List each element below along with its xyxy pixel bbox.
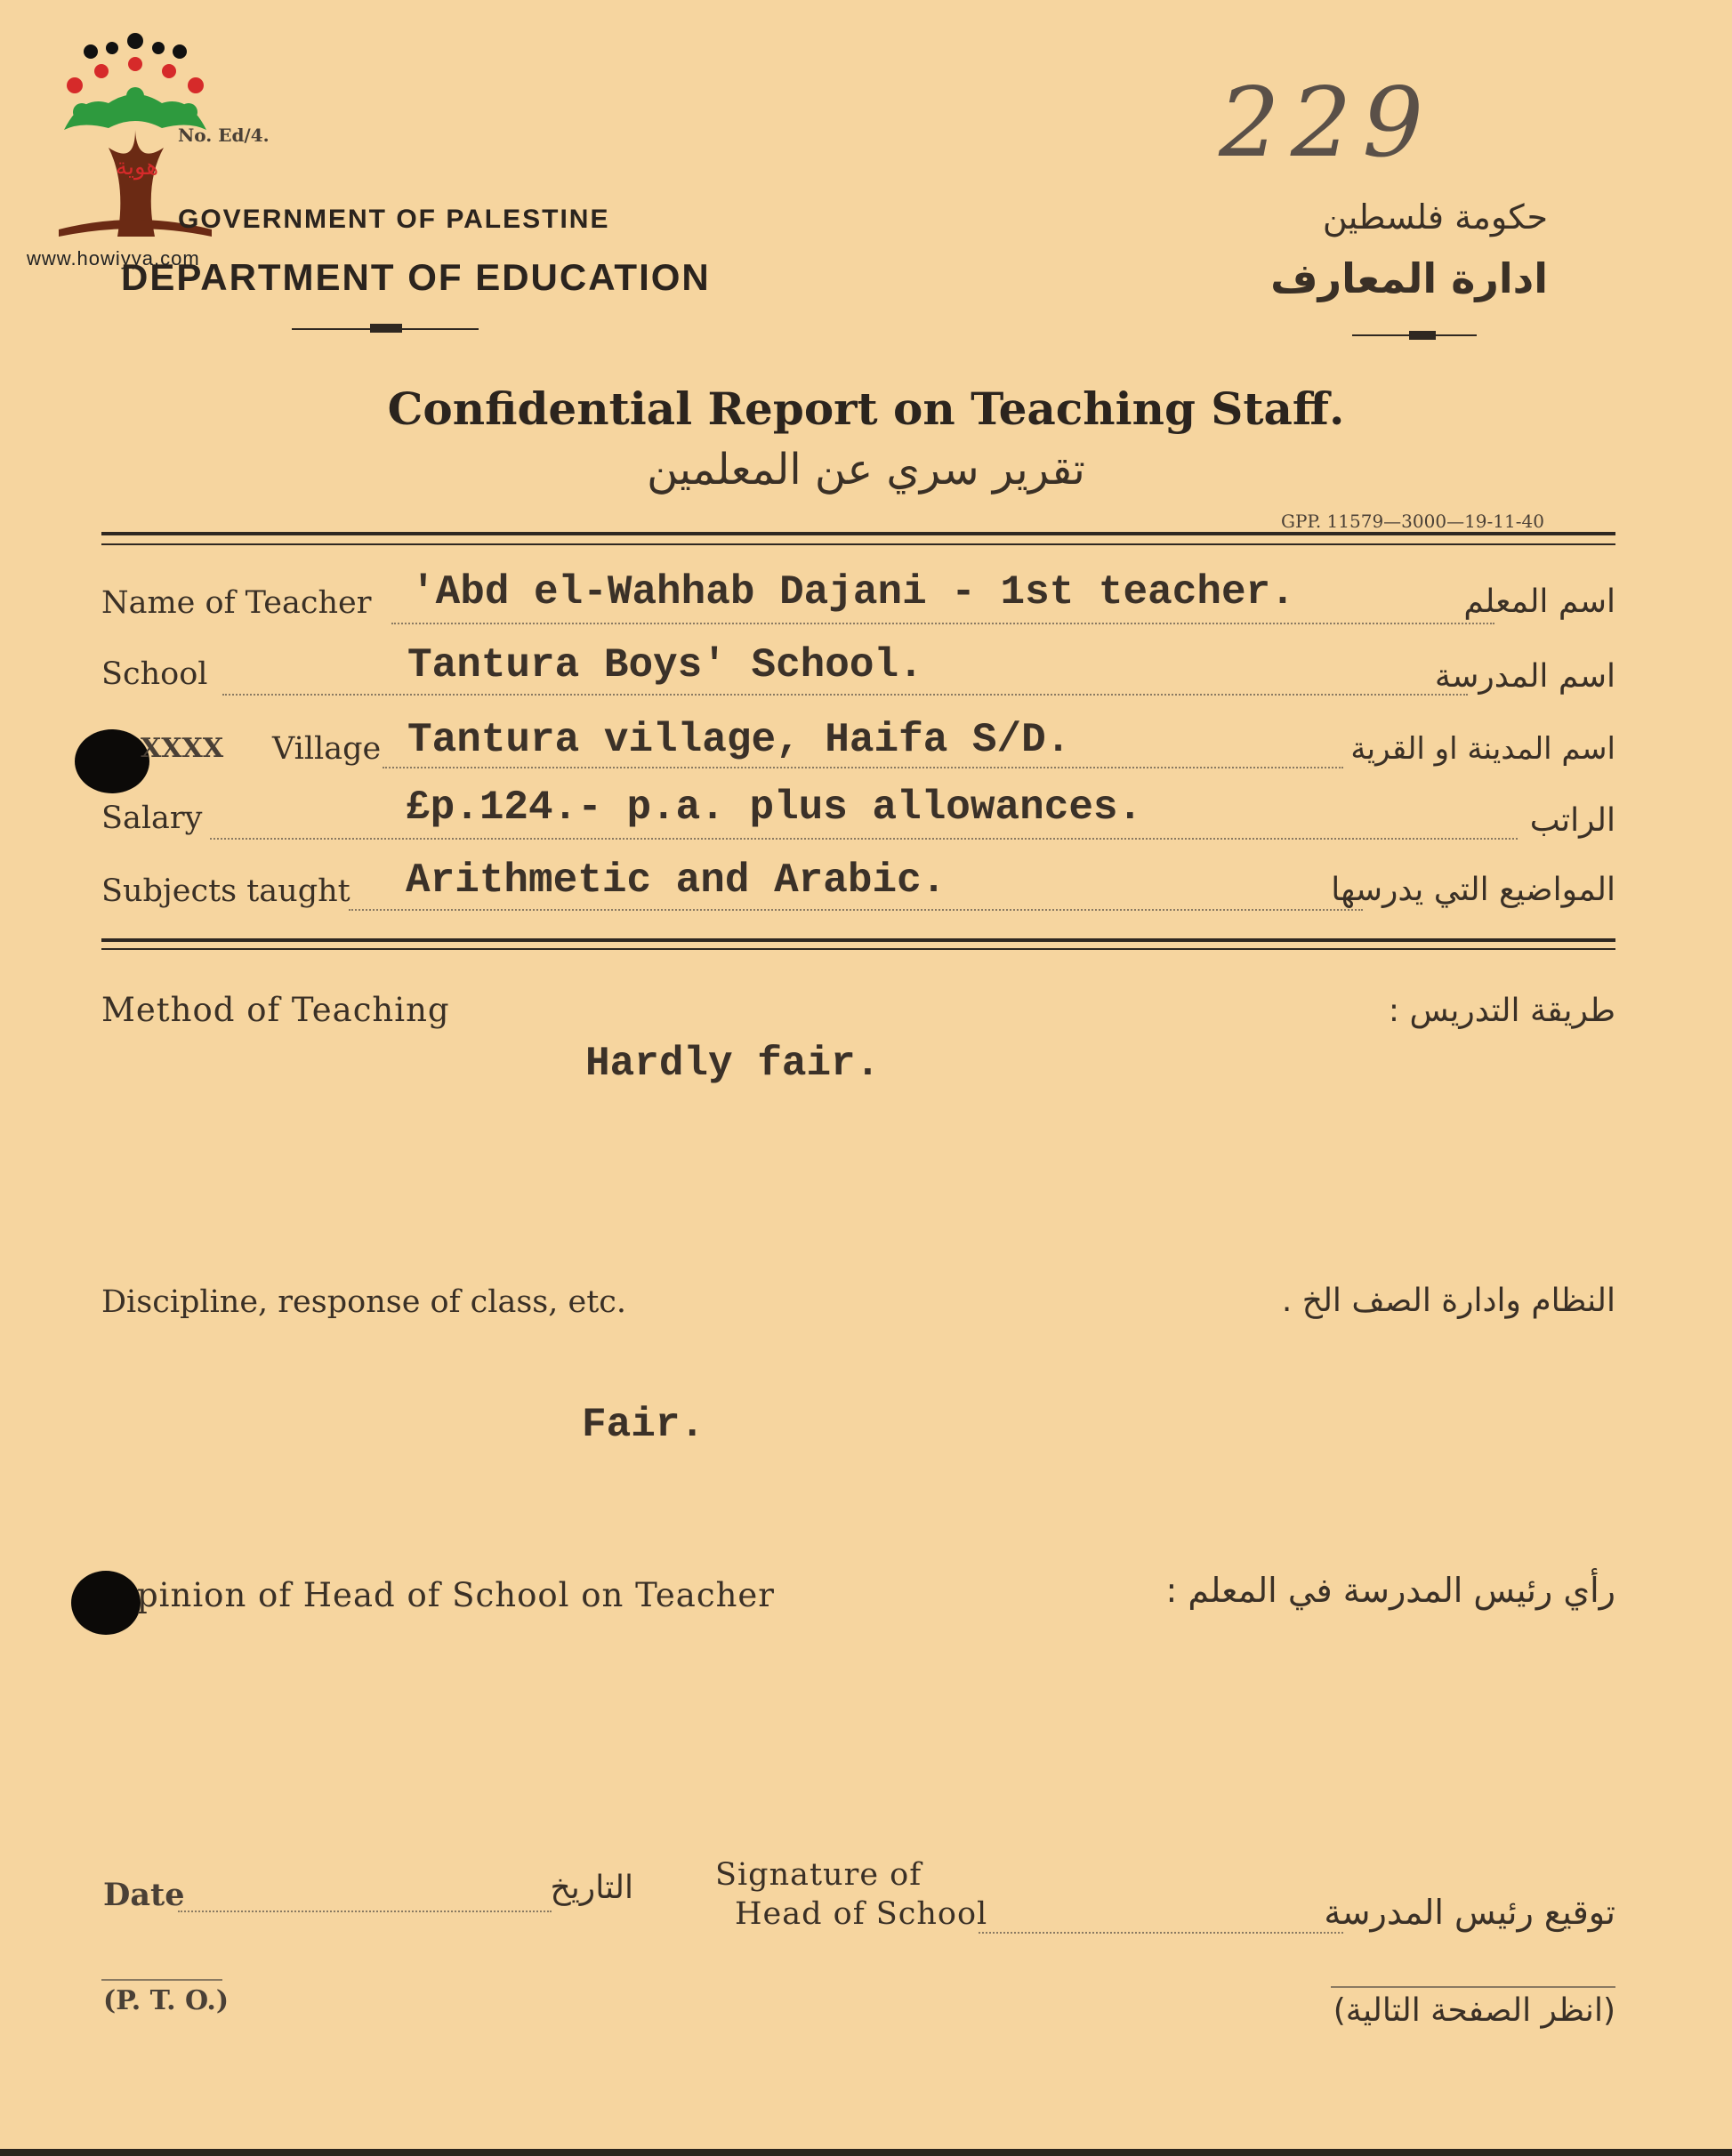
opinion-label-arabic: رأي رئيس المدرسة في المعلم : xyxy=(1165,1571,1615,1610)
ink-blot-opinion xyxy=(71,1571,141,1635)
signature-label-line1: Signature of xyxy=(715,1857,922,1893)
method-label-arabic: طريقة التدريس : xyxy=(1388,993,1615,1029)
title-rule-bottom xyxy=(101,543,1615,545)
village-struck-prefix: XXXX xyxy=(141,733,224,764)
school-dotted-line xyxy=(222,694,1468,696)
signature-label-arabic: توقيع رئيس المدرسة xyxy=(1324,1893,1615,1932)
date-label-arabic: التاريخ xyxy=(550,1870,633,1906)
subjects-label: Subjects taught xyxy=(101,873,350,909)
name-label: Name of Teacher xyxy=(101,585,372,621)
print-reference: GPP. 11579—3000—19-11-40 xyxy=(1281,511,1544,532)
school-label-arabic: اسم المدرسة xyxy=(1434,658,1615,695)
pto-arabic-top-line xyxy=(1331,1986,1615,1988)
pto-note: (P. T. O.) xyxy=(103,1985,230,2016)
government-heading: GOVERNMENT OF PALESTINE xyxy=(178,205,610,234)
school-value: Tantura Boys' School. xyxy=(407,642,923,688)
salary-label: Salary xyxy=(101,800,203,836)
logo-url: www.howiyya.com xyxy=(27,247,200,270)
page-number: 229 xyxy=(1219,68,1435,179)
name-dotted-line xyxy=(391,623,1494,624)
school-label: School xyxy=(101,656,208,692)
department-heading-arabic: ادارة المعارف xyxy=(1270,254,1548,302)
village-value: Tantura village, Haifa S/D. xyxy=(407,717,1071,763)
header-divider-right-mark xyxy=(1409,331,1436,340)
signature-label-line2: Head of School xyxy=(735,1896,988,1932)
village-label: Village xyxy=(272,731,382,767)
salary-value: £p.124.- p.a. plus allowances. xyxy=(406,784,1143,831)
discipline-value: Fair. xyxy=(582,1402,705,1448)
signature-dotted-line xyxy=(979,1932,1343,1934)
name-value: 'Abd el-Wahhab Dajani - 1st teacher. xyxy=(411,569,1295,615)
scan-bottom-edge xyxy=(0,2149,1732,2156)
salary-label-arabic: الراتب xyxy=(1529,802,1615,839)
subjects-value: Arithmetic and Arabic. xyxy=(406,857,947,904)
pto-note-arabic: (انظر الصفحة التالية) xyxy=(1333,1992,1615,2029)
department-heading: DEPARTMENT OF EDUCATION xyxy=(121,256,711,298)
fields-rule-bottom xyxy=(101,948,1615,950)
title-rule-top xyxy=(101,532,1615,535)
report-title: Confidential Report on Teaching Staff. xyxy=(387,382,1345,435)
pto-top-line xyxy=(101,1979,222,1981)
village-dotted-line xyxy=(383,767,1343,768)
name-label-arabic: اسم المعلم xyxy=(1463,583,1615,620)
government-heading-arabic: حكومة فلسطين xyxy=(1322,197,1548,237)
ink-blot-village xyxy=(75,729,149,793)
fields-rule-top xyxy=(101,938,1615,942)
opinion-label: pinion of Head of School on Teacher xyxy=(137,1576,775,1614)
discipline-label: Discipline, response of class, etc. xyxy=(101,1284,627,1320)
discipline-label-arabic: النظام وادارة الصف الخ . xyxy=(1281,1283,1615,1319)
svg-text:هوية: هوية xyxy=(115,154,159,181)
salary-dotted-line xyxy=(210,838,1518,840)
subjects-label-arabic: المواضيع التي يدرسها xyxy=(1331,872,1615,908)
date-dotted-line xyxy=(178,1911,552,1912)
report-title-arabic: تقرير سري عن المعلمين xyxy=(647,445,1085,495)
date-label: Date xyxy=(103,1877,185,1913)
method-value: Hardly fair. xyxy=(585,1041,881,1087)
method-label: Method of Teaching xyxy=(101,991,450,1029)
form-number: No. Ed/4. xyxy=(178,125,270,146)
village-label-arabic: اسم المدينة او القرية xyxy=(1350,731,1615,767)
subjects-dotted-line xyxy=(349,909,1363,911)
header-divider-left-mark xyxy=(370,324,402,333)
